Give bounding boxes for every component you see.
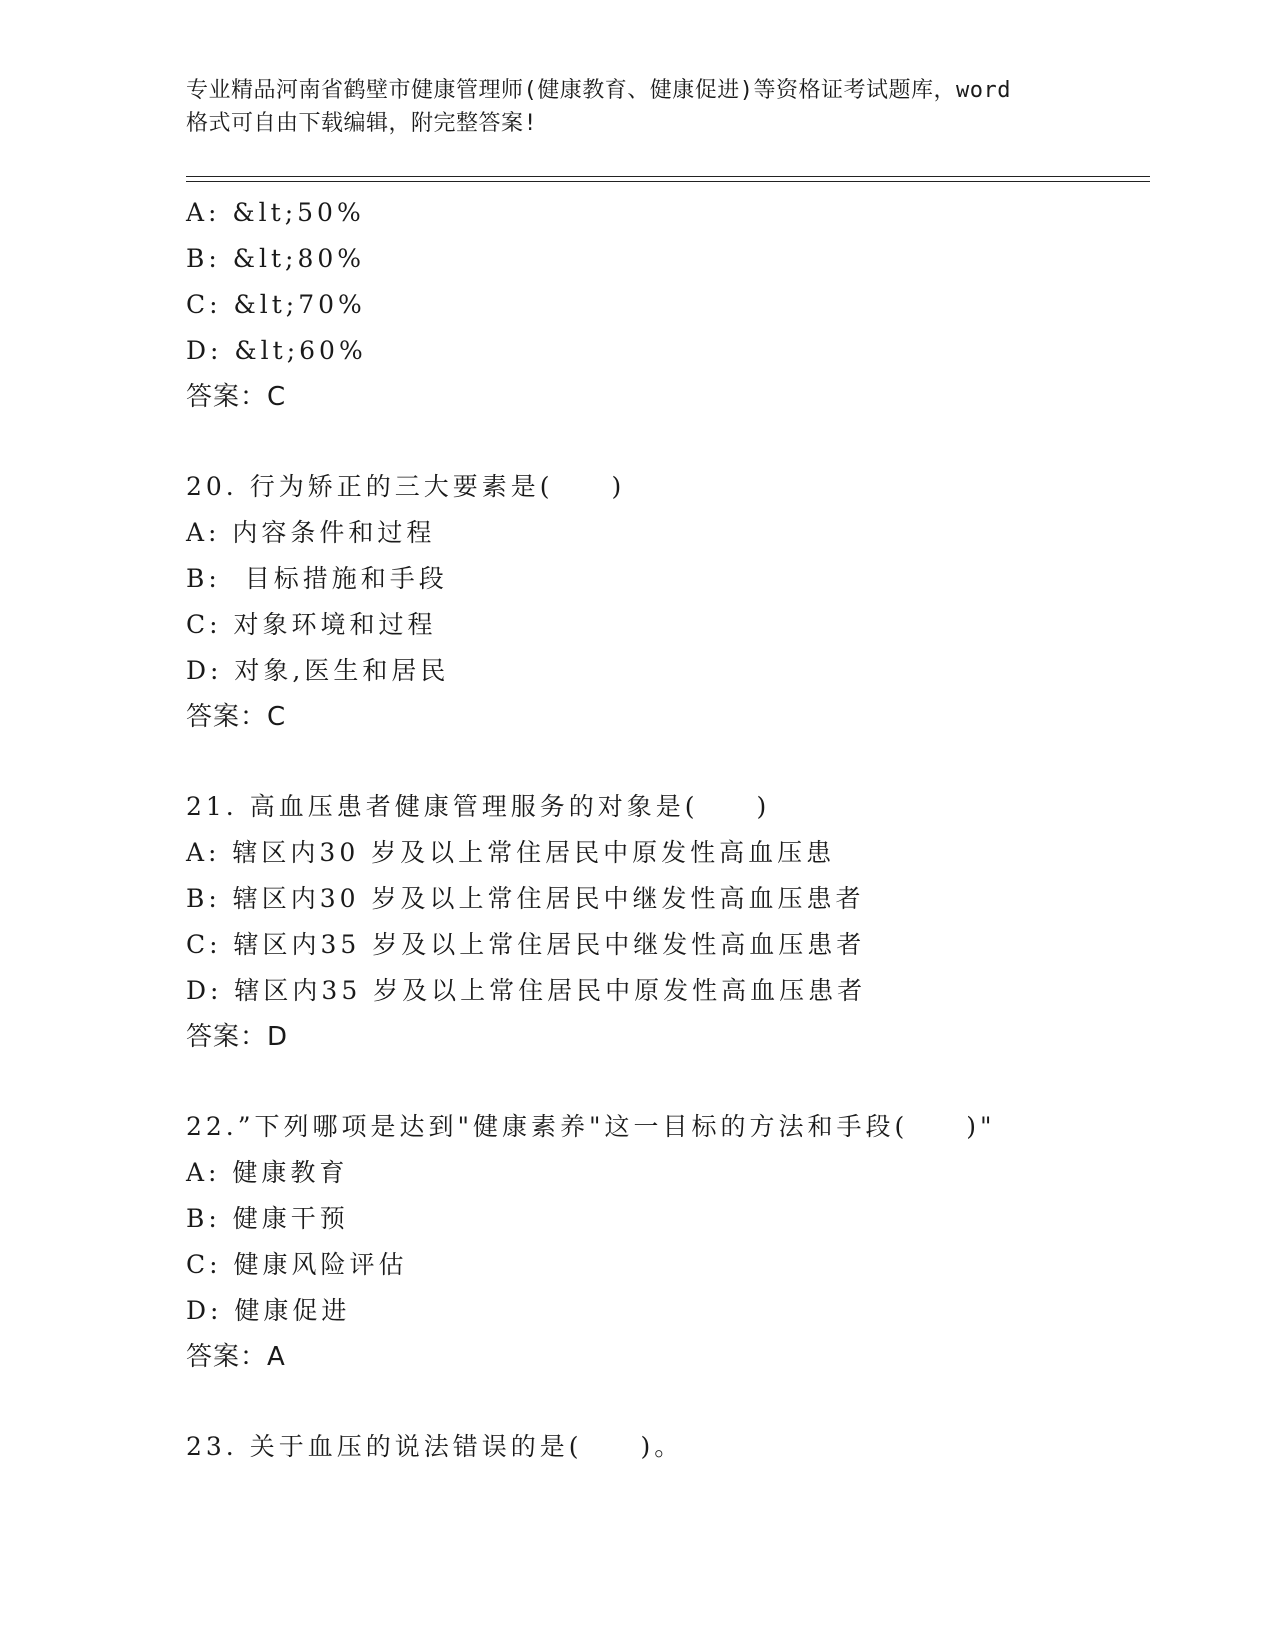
option-a: A: &lt;50% <box>186 198 365 227</box>
option-d: D: &lt;60% <box>186 336 367 365</box>
option-d: D: 健康促进 <box>186 1296 351 1325</box>
question-text: 20. 行为矫正的三大要素是( ) <box>186 472 626 501</box>
question-block-20 <box>186 464 1146 740</box>
option-b: B: 健康干预 <box>186 1204 349 1233</box>
option-a: A: 健康教育 <box>186 1158 349 1187</box>
answer: 答案：C <box>186 702 287 732</box>
option-d: D: 辖区内35 岁及以上常住居民中原发性高血压患者 <box>186 976 867 1005</box>
question-text: 23. 关于血压的说法错误的是( )。 <box>186 1432 684 1461</box>
option-c: C: 对象环境和过程 <box>186 610 437 639</box>
option-a: A: 辖区内30 岁及以上常住居民中原发性高血压患 <box>186 838 836 867</box>
spacer <box>186 740 1146 784</box>
option-d: D: 对象,医生和居民 <box>186 656 450 685</box>
question-text: 22.”下列哪项是达到"健康素养"这一目标的方法和手段( )" <box>186 1112 996 1141</box>
spacer <box>186 1380 1146 1424</box>
page-header <box>186 74 1086 140</box>
question-block-21 <box>186 784 1146 1060</box>
answer: 答案：C <box>186 382 287 412</box>
option-b: B: 辖区内30 岁及以上常住居民中继发性高血压患者 <box>186 884 865 913</box>
question-text: 21. 高血压患者健康管理服务的对象是( ) <box>186 792 771 821</box>
option-c: C: 健康风险评估 <box>186 1250 408 1279</box>
question-block-22 <box>186 1104 1146 1380</box>
header-line-2: 格式可自由下载编辑，附完整答案! <box>186 111 538 136</box>
spacer <box>186 1060 1146 1104</box>
header-double-rule <box>186 176 1150 182</box>
question-list <box>186 190 1146 1470</box>
answer: 答案：D <box>186 1022 289 1052</box>
option-a: A: 内容条件和过程 <box>186 518 436 547</box>
answer: 答案：A <box>186 1342 286 1372</box>
question-block-23 <box>186 1424 1146 1470</box>
option-c: C: 辖区内35 岁及以上常住居民中继发性高血压患者 <box>186 930 866 959</box>
option-b: B: &lt;80% <box>186 244 366 273</box>
option-c: C: &lt;70% <box>186 290 366 319</box>
option-b: B: 目标措施和手段 <box>186 564 448 593</box>
header-line-1: 专业精品河南省鹤壁市健康管理师(健康教育、健康促进)等资格证考试题库，word <box>186 78 1011 103</box>
question-block-19 <box>186 190 1146 420</box>
spacer <box>186 420 1146 464</box>
